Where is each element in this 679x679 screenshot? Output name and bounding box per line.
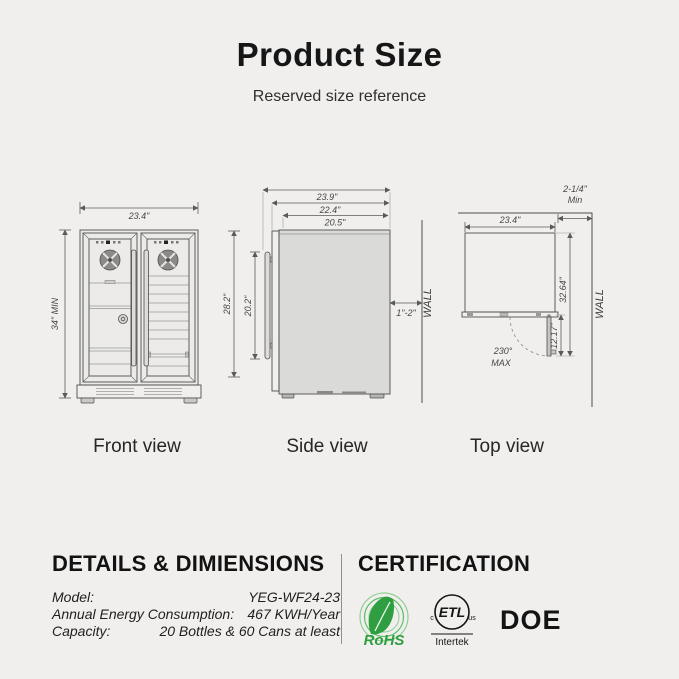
page-subtitle: Reserved size reference — [252, 88, 427, 105]
top-width-dimension — [465, 215, 555, 232]
fridge-top-outline — [462, 233, 558, 317]
rohs-label: RoHS — [363, 632, 405, 649]
side-height-dimension — [222, 231, 240, 377]
top-wall-label: WALL — [594, 289, 606, 319]
front-width-label: 23.4" — [128, 211, 150, 221]
side-wall-gap-label: 1"-2" — [396, 308, 416, 318]
top-view-diagram — [448, 176, 618, 416]
side-handle-label: 20.2" — [243, 295, 253, 317]
spec-label: Annual Energy Consumption: — [52, 606, 235, 622]
fridge-front-outline — [77, 230, 201, 403]
rohs-icon — [356, 591, 412, 649]
top-rear-gap-dimension — [558, 184, 592, 223]
top-view-label: Top view — [470, 436, 544, 457]
certification-heading: CERTIFICATION — [358, 551, 531, 576]
swing-note-label: MAX — [491, 358, 511, 368]
lock-icon — [119, 315, 128, 324]
open-door — [491, 314, 556, 368]
spec-row-capacity — [52, 623, 340, 640]
top-wall — [458, 213, 606, 407]
spec-label: Model: — [52, 589, 95, 605]
details-heading: DETAILS & DIMIENSIONS — [52, 551, 325, 576]
door-swing-arc — [510, 317, 549, 356]
etl-letters: ETL — [438, 604, 466, 620]
spec-value: 467 KWH/Year — [247, 606, 340, 622]
side-wall — [390, 220, 434, 403]
fan-icon — [100, 250, 120, 270]
front-view-label: Front view — [93, 436, 181, 457]
etl-us: us — [468, 615, 476, 622]
side-view-label: Side view — [286, 436, 368, 457]
spec-label: Capacity: — [52, 623, 111, 639]
front-width-dimension — [80, 202, 198, 221]
page-title: Product Size — [236, 36, 443, 73]
fridge-side-outline — [265, 230, 390, 398]
spec-table — [52, 589, 340, 640]
side-depth-body-label: 20.5" — [324, 217, 346, 228]
side-height-label: 28.2" — [222, 293, 232, 315]
spec-value: YEG-WF24-23 — [248, 589, 340, 605]
top-width-label: 23.4" — [499, 215, 521, 225]
spec-row-model — [52, 589, 340, 606]
etl-c: c — [430, 615, 434, 622]
top-rear-gap-label: 2-1/4" — [563, 184, 587, 194]
side-handle-dimension — [243, 252, 260, 359]
side-depth-total-label: 23.9" — [316, 192, 338, 202]
top-door-label: 12.17" — [549, 323, 559, 349]
fan-icon — [158, 250, 178, 270]
front-height-label: 34" MIN — [50, 297, 60, 331]
section-divider — [341, 554, 342, 644]
side-door-handle — [265, 252, 270, 359]
side-depth-door-label: 22.4" — [319, 205, 341, 215]
swing-angle-label: 230° — [493, 346, 513, 356]
side-wall-label: WALL — [422, 288, 434, 318]
wall-line — [458, 213, 592, 407]
side-door-panel — [272, 231, 279, 391]
spec-row-energy — [52, 606, 340, 623]
front-view-diagram — [46, 188, 236, 418]
etl-intertek-icon — [426, 590, 478, 650]
spec-value: 20 Bottles & 60 Cans at least — [159, 623, 340, 639]
top-rear-gap-note: Min — [567, 195, 583, 205]
doe-logo: DOE — [500, 604, 562, 635]
front-height-dimension — [50, 230, 71, 398]
side-view-diagram — [222, 172, 440, 417]
intertek-label: Intertek — [435, 637, 469, 648]
top-depth-label: 32.64" — [558, 277, 568, 303]
certification-logos — [356, 590, 562, 650]
base-grille — [77, 385, 201, 403]
